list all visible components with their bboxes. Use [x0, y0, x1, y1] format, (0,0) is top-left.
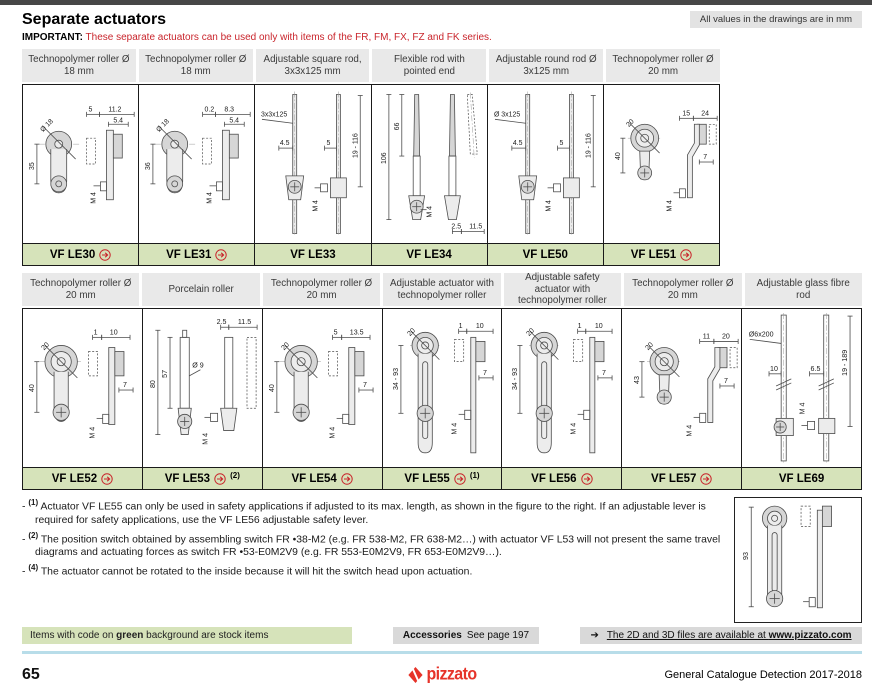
svg-text:20: 20	[722, 332, 731, 341]
svg-text:1: 1	[93, 328, 98, 337]
svg-text:11.5: 11.5	[237, 318, 252, 327]
svg-text:M 4: M 4	[685, 424, 694, 437]
svg-text:7: 7	[724, 376, 729, 385]
model-link-arrow-icon-vf-le55[interactable]	[454, 473, 466, 485]
model-name-vf-le31: VF LE31	[166, 248, 212, 261]
model-link-arrow-icon-vf-le56[interactable]	[581, 473, 593, 485]
actuator-type-header-vf-le53: Porcelain roller	[142, 273, 259, 306]
svg-text:66: 66	[393, 122, 401, 131]
svg-text:6.5: 6.5	[810, 364, 821, 373]
svg-text:M 4: M 4	[312, 200, 320, 212]
footnote-ref-vf-le53: (2)	[230, 471, 240, 480]
svg-text:M 4: M 4	[798, 402, 807, 415]
svg-text:5: 5	[333, 328, 338, 337]
svg-text:11.5: 11.5	[468, 223, 482, 231]
actuator-type-header-vf-le30: Technopolymer roller Ø 18 mm	[22, 49, 136, 82]
svg-text:80: 80	[148, 380, 157, 388]
important-note	[22, 32, 862, 43]
pizzato-logo	[407, 666, 476, 684]
svg-text:M 4: M 4	[450, 422, 459, 435]
svg-text:7: 7	[703, 154, 708, 162]
model-label-vf-le51	[604, 244, 719, 265]
svg-text:10: 10	[595, 322, 604, 331]
svg-text:Ø 9: Ø 9	[192, 361, 204, 370]
svg-text:M 4: M 4	[90, 192, 98, 204]
svg-text:43: 43	[633, 376, 642, 384]
svg-text:4.5: 4.5	[280, 140, 290, 148]
footer-divider	[22, 651, 862, 654]
svg-text:40: 40	[27, 384, 36, 393]
actuator-type-header-vf-le57: Technopolymer roller Ø 20 mm	[624, 273, 741, 306]
model-name-vf-le33: VF LE33	[290, 248, 336, 261]
svg-text:M 4: M 4	[666, 200, 674, 212]
svg-text:7: 7	[362, 380, 367, 389]
technical-drawing-vf-le53	[143, 309, 263, 467]
model-name-vf-le57: VF LE57	[651, 472, 697, 485]
stock-items-note: Items with code on green background are stock items	[22, 627, 352, 644]
technical-drawing-vf-le69	[742, 309, 861, 467]
pizzato-diamond-icon	[407, 666, 423, 684]
technical-drawing-vf-le33	[255, 85, 371, 243]
model-name-vf-le53: VF LE53	[164, 472, 211, 485]
technical-drawing-vf-le54	[263, 309, 383, 467]
model-link-arrow-icon-vf-le57[interactable]	[700, 473, 712, 485]
le55-max-length-figure	[734, 497, 862, 623]
website-link[interactable]: The 2D and 3D files are available at www.pizzato.com	[606, 630, 852, 641]
svg-text:20: 20	[625, 118, 636, 129]
svg-text:7: 7	[602, 368, 607, 377]
svg-text:15: 15	[682, 110, 691, 118]
svg-text:M 4: M 4	[206, 192, 214, 204]
svg-text:Ø 18: Ø 18	[155, 118, 172, 134]
svg-text:20: 20	[525, 326, 537, 338]
svg-text:10: 10	[770, 364, 779, 373]
svg-text:1: 1	[458, 322, 463, 331]
files-reference[interactable]	[580, 627, 862, 644]
svg-text:11: 11	[702, 332, 711, 341]
actuator-type-header-vf-le31: Technopolymer roller Ø 18 mm	[139, 49, 253, 82]
svg-text:7: 7	[122, 380, 127, 389]
svg-text:57: 57	[160, 369, 169, 378]
svg-text:13.5: 13.5	[349, 328, 364, 337]
svg-text:M 4: M 4	[426, 206, 434, 218]
svg-text:36: 36	[145, 162, 153, 170]
model-label-vf-le57	[622, 468, 742, 489]
actuator-type-header-vf-le33: Adjustable square rod, 3x3x125 mm	[256, 49, 370, 82]
svg-text:35: 35	[28, 162, 36, 170]
footnotes-section	[22, 497, 862, 623]
svg-text:5: 5	[326, 140, 331, 148]
svg-text:93: 93	[742, 552, 751, 560]
svg-text:M 4: M 4	[88, 426, 97, 439]
model-name-vf-le50: VF LE50	[522, 248, 568, 261]
actuator-table-row2	[22, 273, 862, 490]
footnote-1: - $^{(1)}$ Actuator VF LE55 can only be used in safety applications if adjusted to its max. length, as shown in the figure to the right. If an adjustable lever is required for safety applications, use the VF LE56 adjustable safety lever.	[22, 498, 706, 526]
model-label-vf-le34	[372, 244, 488, 265]
actuator-type-header-vf-le50: Adjustable round rod Ø 3x125 mm	[489, 49, 603, 82]
model-label-vf-le52	[23, 468, 143, 489]
technical-drawing-vf-le52	[23, 309, 143, 467]
model-label-vf-le56	[502, 468, 622, 489]
model-name-vf-le51: VF LE51	[630, 248, 677, 261]
model-label-vf-le33	[255, 244, 371, 265]
catalogue-edition: General Catalogue Detection 2017-2018	[664, 669, 862, 681]
svg-text:40: 40	[267, 384, 276, 393]
svg-text:20: 20	[644, 340, 656, 352]
page-number: 65	[22, 666, 40, 683]
svg-text:M 4: M 4	[328, 426, 337, 439]
model-label-vf-le55	[383, 468, 503, 489]
model-name-vf-le52: VF LE52	[51, 472, 98, 485]
model-name-vf-le56: VF LE56	[531, 472, 577, 485]
model-name-vf-le34: VF LE34	[406, 248, 452, 261]
footnote-ref-vf-le55: (1)	[469, 471, 480, 480]
model-link-arrow-icon-vf-le31[interactable]	[215, 249, 227, 261]
model-label-vf-le50	[488, 244, 604, 265]
svg-text:19 - 116: 19 - 116	[352, 133, 360, 159]
actuator-type-header-vf-le34: Flexible rod with pointed end	[372, 49, 486, 82]
footnote-4: - $^{(4)}$ The actuator cannot be rotated to the inside because it will hit the switch head upon actuation.	[22, 563, 473, 578]
model-link-arrow-icon-vf-le53[interactable]	[214, 473, 226, 485]
technical-drawing-vf-le56	[502, 309, 622, 467]
model-label-vf-le54	[263, 468, 383, 489]
svg-text:10: 10	[109, 328, 118, 337]
svg-text:2.5: 2.5	[450, 223, 461, 231]
svg-text:4.5: 4.5	[512, 140, 523, 148]
model-link-arrow-icon-vf-le30[interactable]	[99, 249, 111, 261]
technical-drawing-vf-le57	[622, 309, 742, 467]
model-name-vf-le69: VF LE69	[778, 472, 825, 485]
bottom-info-bar	[22, 627, 862, 644]
svg-text:20: 20	[405, 326, 417, 338]
svg-text:19 - 189: 19 - 189	[841, 349, 850, 376]
svg-text:M 4: M 4	[545, 200, 553, 212]
page-header	[22, 11, 862, 29]
svg-text:7: 7	[482, 368, 487, 377]
model-link-arrow-icon-vf-le54[interactable]	[341, 473, 353, 485]
model-name-vf-le54: VF LE54	[291, 472, 337, 485]
svg-text:5.4: 5.4	[113, 117, 124, 125]
footnote-2: - $^{(2)}$ The position switch obtained by assembling switch FR •38-M2 (e.g. FR 538-M2, FR 638-M2…) with actuator VF L53 will not present the same travel diagrams and actuating forces as switch FR •53-E0M2V9 (e.g. FR 553-E0M2V9, FR 653-E0M2V9…).	[22, 530, 721, 559]
actuator-type-header-vf-le52: Technopolymer roller Ø 20 mm	[22, 273, 139, 306]
actuator-type-header-vf-le54: Technopolymer roller Ø 20 mm	[263, 273, 380, 306]
model-name-vf-le55: VF LE55	[404, 472, 450, 485]
footnotes-list	[22, 497, 734, 623]
technical-drawing-vf-le55	[383, 309, 503, 467]
model-label-vf-le30	[23, 244, 139, 265]
svg-text:5: 5	[559, 140, 564, 148]
svg-text:5.4: 5.4	[229, 117, 240, 125]
model-label-vf-le31	[139, 244, 255, 265]
svg-text:2.5: 2.5	[216, 318, 227, 327]
svg-text:24: 24	[701, 110, 709, 118]
svg-text:M 4: M 4	[570, 422, 579, 435]
svg-text:0.2: 0.2	[204, 106, 215, 114]
svg-text:19 - 116: 19 - 116	[584, 133, 592, 159]
technical-drawing-vf-le51	[604, 85, 719, 243]
accessories-reference: Accessories See page 197	[393, 627, 539, 644]
actuator-type-header-vf-le56: Adjustable safety actuator with technopolymer roller	[504, 273, 621, 306]
svg-text:3x3x125: 3x3x125	[261, 111, 288, 119]
technical-drawing-vf-le34	[372, 85, 488, 243]
page-title: Separate actuators	[22, 11, 167, 28]
model-link-arrow-icon-vf-le51[interactable]	[680, 249, 692, 261]
svg-text:8.3: 8.3	[224, 106, 235, 114]
important-text: These separate actuators can be used only with items of the FR, FM, FX, FZ and FK series.	[85, 32, 492, 43]
model-label-vf-le69	[742, 468, 861, 489]
actuator-type-header-vf-le55: Adjustable actuator with technopolymer roller	[383, 273, 500, 306]
svg-text:10: 10	[475, 322, 484, 331]
svg-text:Ø 18: Ø 18	[39, 118, 55, 134]
model-name-vf-le30: VF LE30	[49, 248, 96, 261]
arrow-right-icon: ➔	[590, 630, 599, 641]
svg-text:Ø6x200: Ø6x200	[748, 330, 774, 339]
model-label-vf-le53	[143, 468, 263, 489]
model-link-arrow-icon-vf-le52[interactable]	[101, 473, 113, 485]
technical-drawing-vf-le50	[488, 85, 604, 243]
svg-text:20: 20	[39, 340, 51, 352]
actuator-type-header-vf-le69: Adjustable glass fibre rod	[745, 273, 862, 306]
technical-drawing-vf-le31	[139, 85, 255, 243]
technical-drawing-vf-le30	[23, 85, 139, 243]
actuator-type-header-vf-le51: Technopolymer roller Ø 20 mm	[606, 49, 720, 82]
brand-name: pizzato	[426, 664, 477, 684]
units-note: All values in the drawings are in mm	[690, 11, 862, 28]
svg-text:Ø 3x125: Ø 3x125	[493, 111, 520, 119]
svg-text:34 - 93: 34 - 93	[391, 367, 400, 391]
svg-text:40: 40	[614, 152, 622, 161]
actuator-table-row1	[22, 49, 720, 266]
important-label: IMPORTANT:	[22, 32, 83, 43]
svg-text:20: 20	[279, 340, 291, 352]
svg-text:1: 1	[578, 322, 583, 331]
svg-text:34 - 93: 34 - 93	[511, 367, 520, 391]
page-footer	[22, 662, 862, 688]
svg-text:11.2: 11.2	[108, 106, 122, 114]
svg-text:106: 106	[380, 152, 388, 164]
svg-text:M 4: M 4	[201, 432, 210, 445]
catalog-page	[0, 5, 872, 688]
svg-text:5: 5	[88, 106, 93, 114]
